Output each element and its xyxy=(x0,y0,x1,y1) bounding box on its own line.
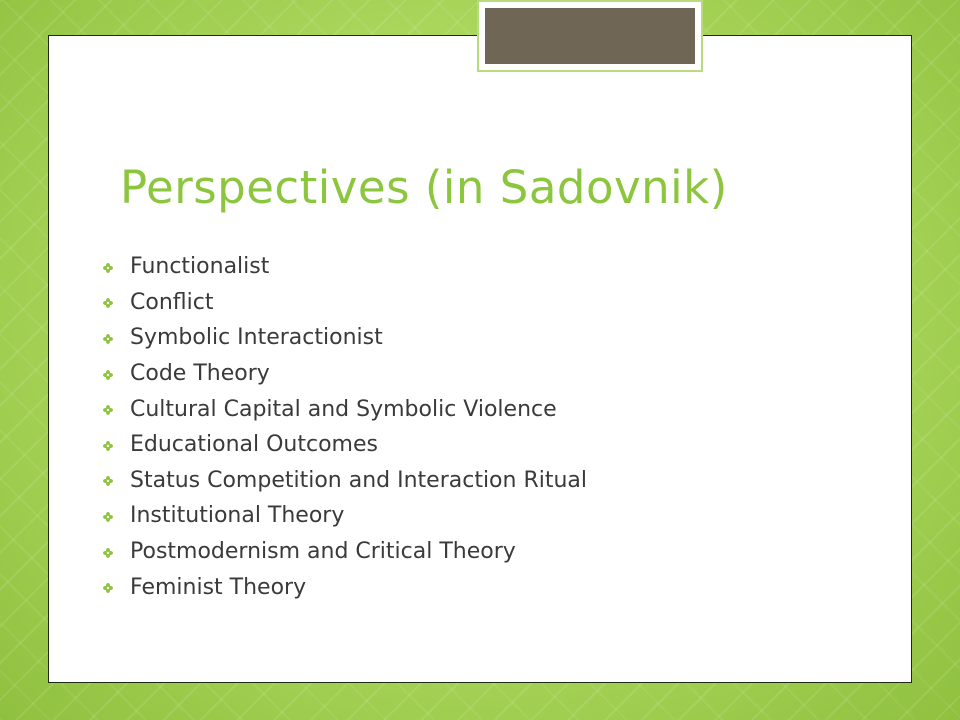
bullet-text: Institutional Theory xyxy=(130,503,345,529)
slide-title: Perspectives (in Sadovnik) xyxy=(120,161,728,214)
four-petal-flower-icon xyxy=(103,334,113,344)
bullet-text: Postmodernism and Critical Theory xyxy=(130,539,516,565)
four-petal-flower-icon xyxy=(103,441,113,451)
bullet-text: Conflict xyxy=(130,289,214,315)
list-item xyxy=(103,249,587,285)
list-item xyxy=(103,320,587,356)
four-petal-flower-icon xyxy=(103,298,113,308)
four-petal-flower-icon xyxy=(103,476,113,486)
bullet-text: Status Competition and Interaction Ritual xyxy=(130,467,588,493)
bullet-text: Feminist Theory xyxy=(130,574,307,600)
four-petal-flower-icon xyxy=(103,548,113,558)
four-petal-flower-icon xyxy=(103,512,113,522)
bullet-text: Cultural Capital and Symbolic Violence xyxy=(130,396,557,422)
bullet-text: Functionalist xyxy=(130,254,270,280)
list-item xyxy=(103,285,587,321)
slide-panel xyxy=(48,35,912,683)
bullet-text: Symbolic Interactionist xyxy=(130,325,383,351)
four-petal-flower-icon xyxy=(103,263,113,273)
bullet-text: Code Theory xyxy=(130,361,270,387)
title-tab-decoration xyxy=(477,0,703,72)
list-item xyxy=(103,463,587,499)
bullet-text: Educational Outcomes xyxy=(130,432,378,458)
four-petal-flower-icon xyxy=(103,405,113,415)
four-petal-flower-icon xyxy=(103,370,113,380)
list-item xyxy=(103,534,587,570)
tab-fill xyxy=(485,8,695,64)
list-item xyxy=(103,356,587,392)
list-item xyxy=(103,498,587,534)
four-petal-flower-icon xyxy=(103,583,113,593)
bullet-list xyxy=(103,249,587,605)
list-item xyxy=(103,427,587,463)
list-item xyxy=(103,569,587,605)
list-item xyxy=(103,391,587,427)
